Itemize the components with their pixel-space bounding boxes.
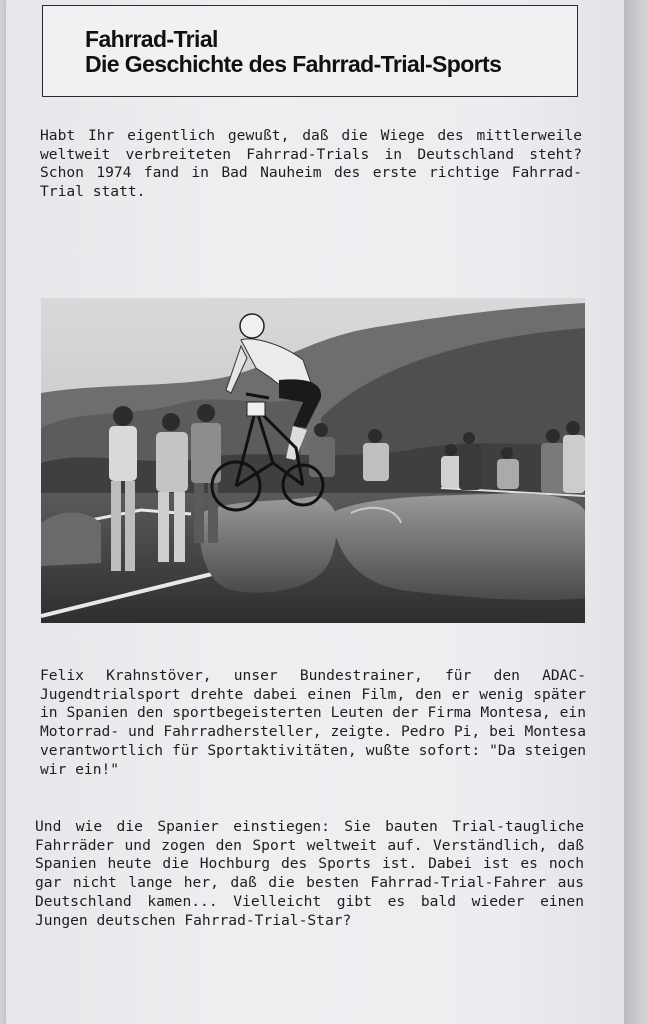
paragraph-spain: Und wie die Spanier einstiegen: Sie bauten Trial-taugliche Fahrräder und zogen den Sport weltweit auf. Verständlich, daß Spanien heute die Hochburg des Sports ist. Dabei ist es noch gar nicht lange her, daß die besten Fahrrad-Trial-Fahrer aus Deutschland kamen... Vielleicht gibt es bald wieder einen Jungen deutschen Fahrrad-Trial-Star? — [35, 818, 584, 929]
page-subtitle: Die Geschichte des Fahrrad-Trial-Sports — [85, 51, 502, 77]
title-box — [42, 5, 578, 97]
page-title: Fahrrad-Trial — [85, 26, 218, 52]
paragraph-film: Felix Krahnstöver, unser Bundestrainer, für den ADAC-Jugendtrialsport drehte dabei einen Film, den er wenig später in Spanien den sportbegeisterten Leuten der Firma Montesa, ein Motorrad- und Fahrradhersteller, zeigte. Pedro Pi, bei Montesa verantwortlich für Sportaktivitäten, wußte sofort: "Da steigen wir ein!" — [40, 667, 586, 778]
trial-photo — [41, 298, 585, 623]
paragraph-intro: Habt Ihr eigentlich gewußt, daß die Wiege des mittlerweile weltweit verbreiteten Fahrrad-Trials in Deutschland steht? Schon 1974 fand in Bad Nauheim des erste richtige Fahrrad-Trial statt. — [40, 127, 582, 201]
page-edge — [624, 0, 647, 1024]
